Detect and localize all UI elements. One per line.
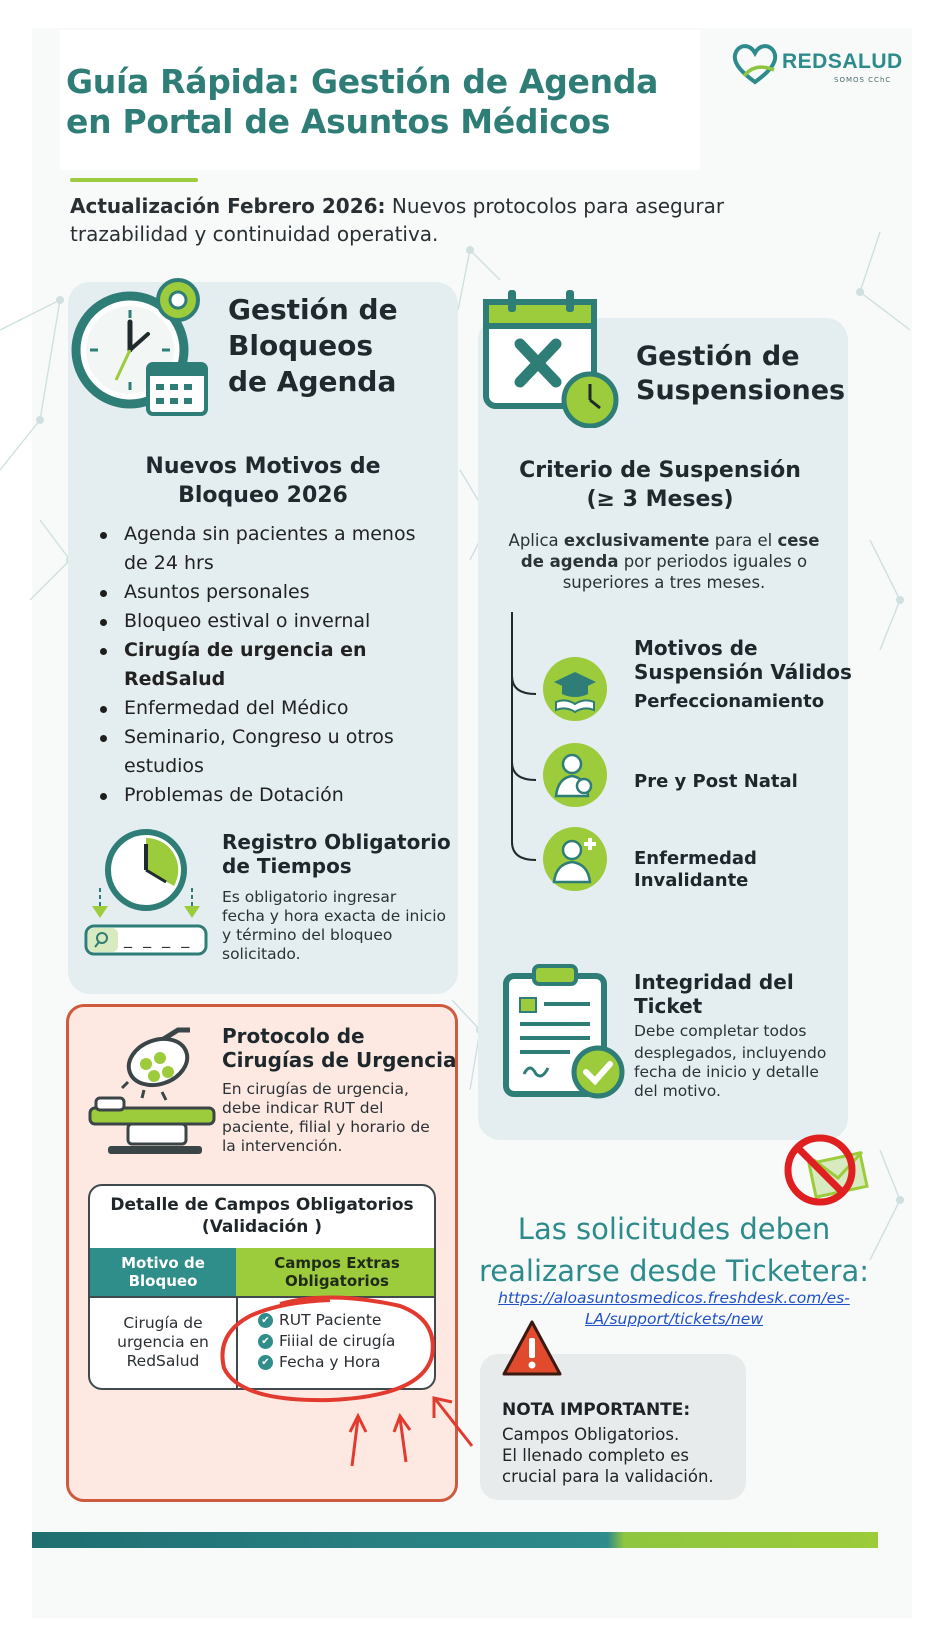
redsalud-logo (730, 40, 910, 92)
suspensiones-title: Gestión de Suspensiones (636, 341, 846, 406)
surgical-lamp-icon (88, 1022, 216, 1160)
table-cell-motivo: Cirugía de urgencia en RedSalud (117, 1314, 209, 1370)
list-item: Bloqueo estival o invernal (98, 607, 438, 636)
clipboard-check-icon (500, 962, 640, 1102)
list-item: ✔ RUT Paciente (258, 1310, 395, 1331)
motivos-bloqueo-title: Nuevos Motivos de Bloqueo 2026 (145, 454, 381, 508)
table-title: Detalle de Campos Obligatorios (Validación ) (110, 1195, 414, 1237)
list-item: ✔ Fiiial de cirugía (258, 1331, 395, 1352)
registro-text: Es obligatorio ingresar fecha y hora exacta de inicio y término del bloqueo solicitado. (222, 888, 446, 963)
no-email-icon (782, 1132, 872, 1208)
title-underline (70, 178, 198, 182)
motivos-suspension-title: Motivos de Suspensión Válidos (634, 636, 852, 684)
urgencia-title: Protocolo de Cirugías de Urgencia (222, 1024, 457, 1072)
page-title: Guía Rápida: Gestión de Agenda en Portal de Asuntos Médicos (66, 62, 659, 141)
list-item: ✔ Fecha y Hora (258, 1352, 395, 1373)
check-icon: ✔ (258, 1313, 273, 1328)
table-header-campos: Campos Extras Obligatorios (236, 1248, 436, 1296)
list-item: Problemas de Dotación (98, 781, 438, 810)
mother-baby-icon (542, 742, 608, 808)
registro-title: Registro Obligatorio de Tiempos (222, 830, 451, 878)
nota-text: Campos Obligatorios. El llenado completo es crucial para la validación. (502, 1425, 714, 1486)
clock-calendar-icon (70, 268, 214, 418)
calendar-cancel-icon (480, 288, 630, 428)
motivo-enfermedad-invalidante: Enfermedad Invalidante (634, 848, 757, 891)
criterio-title: Criterio de Suspensión (≥ 3 Meses) (519, 458, 801, 512)
motivos-bloqueo-list (98, 520, 438, 810)
red-circle-annotation (210, 1286, 490, 1486)
update-subtitle: Actualización Febrero 2026: Nuevos protocolos para asegurar trazabilidad y continuidad operativa. (70, 194, 725, 246)
list-item: Enfermedad del Médico (98, 694, 438, 723)
list-item: Seminario, Congreso u otros estudios (98, 723, 438, 781)
criterio-text: Aplica exclusivamente para el cese de agenda por periodos iguales o superiores a tres meses. (508, 531, 820, 592)
table-header-motivo: Motivo de Bloqueo (90, 1248, 236, 1296)
check-icon: ✔ (258, 1334, 273, 1349)
list-item: Cirugía de urgencia en RedSalud (98, 636, 438, 694)
nota-title: NOTA IMPORTANTE: (502, 1400, 691, 1420)
integridad-text: Debe completar todos desplegados, incluyendo fecha de inicio y detalle del motivo. (634, 1022, 827, 1100)
list-item: Asuntos personales (98, 578, 438, 607)
list-item: Agenda sin pacientes a menos de 24 hrs (98, 520, 438, 578)
ticketera-heading: Las solicitudes deben realizarse desde Ticketera: (478, 1212, 870, 1288)
time-input-placeholder: _ _ _ _ (124, 929, 193, 948)
logo-brand-text: REDSALUD (782, 50, 903, 73)
footer-color-bar (32, 1532, 878, 1548)
motivo-pre-post-natal: Pre y Post Natal (634, 771, 798, 792)
motivo-perfeccionamiento: Perfeccionamiento (634, 691, 825, 712)
integridad-title: Integridad del Ticket (634, 970, 794, 1018)
urgencia-text: En cirugías de urgencia, debe indicar RUT del paciente, filial y horario de la intervención. (222, 1080, 430, 1155)
graduation-cap-icon (542, 656, 608, 722)
bloqueos-title: Gestión de Bloqueos de Agenda (228, 293, 398, 398)
ticketera-link[interactable]: https://aloasuntosmedicos.freshdesk.com/es- LA/support/tickets/new (498, 1289, 850, 1328)
check-icon: ✔ (258, 1355, 273, 1370)
heart-logo-icon (730, 40, 780, 86)
warning-icon (500, 1318, 564, 1378)
doctor-icon (542, 826, 608, 892)
logo-tagline: SOMOS CChC (834, 76, 892, 84)
